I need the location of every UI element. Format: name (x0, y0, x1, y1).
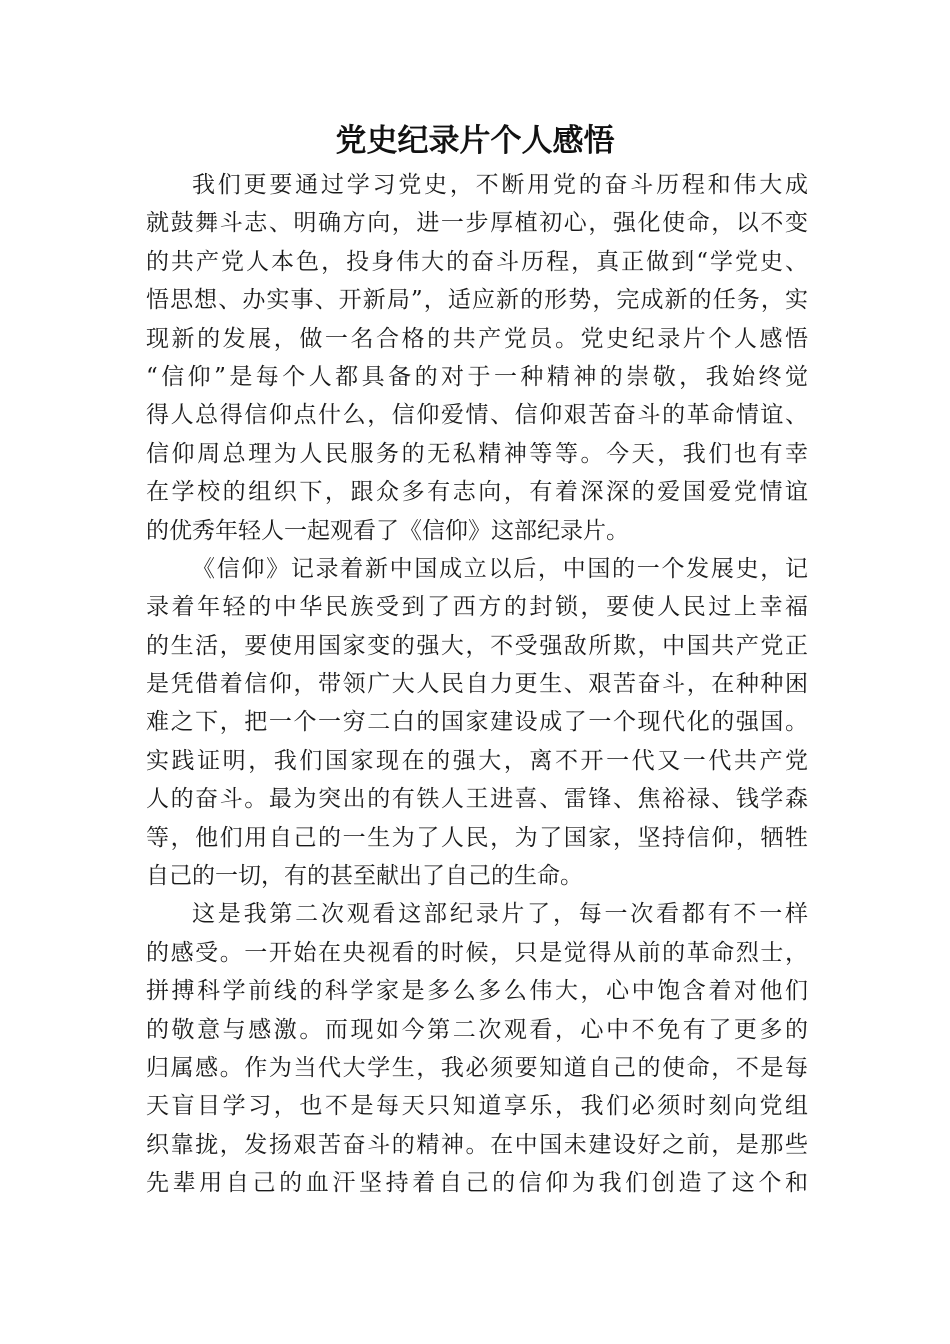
body-line: 实践证明，我们国家现在的强大，离不开一代又一代共产党 (146, 747, 808, 774)
body-line: 在学校的组织下，跟众多有志向，有着深深的爱国爱党情谊 (146, 479, 808, 506)
body-line: 的优秀年轻人一起观看了《信仰》这部纪录片。 (146, 517, 629, 544)
document-title: 党史纪录片个人感悟 (335, 123, 615, 159)
body-line: 录着年轻的中华民族受到了西方的封锁，要使人民过上幸福 (146, 594, 808, 621)
body-line: 这是我第二次观看这部纪录片了，每一次看都有不一样 (192, 901, 808, 928)
body-line: 的敬意与感激。而现如今第二次观看，心中不免有了更多的 (146, 1016, 808, 1043)
body-line: 是凭借着信仰，带领广大人民自力更生、艰苦奋斗，在种种困 (146, 671, 808, 698)
body-line: 现新的发展，做一名合格的共产党员。党史纪录片个人感悟 (146, 325, 808, 352)
body-line: 悟思想、办实事、开新局”，适应新的形势，完成新的任务，实 (146, 287, 808, 314)
body-line: 天盲目学习，也不是每天只知道享乐，我们必须时刻向党组 (146, 1093, 808, 1120)
body-line: 我们更要通过学习党史，不断用党的奋斗历程和伟大成 (192, 172, 808, 198)
body-line: 难之下，把一个一穷二白的国家建设成了一个现代化的强国。 (146, 709, 808, 736)
body-line: 织靠拢，发扬艰苦奋斗的精神。在中国未建设好之前，是那些 (146, 1131, 808, 1158)
body-line: 归属感。作为当代大学生，我必须要知道自己的使命，不是每 (146, 1054, 808, 1081)
body-line: 拼搏科学前线的科学家是多么多么伟大，心中饱含着对他们 (146, 978, 808, 1005)
body-line: 得人总得信仰点什么，信仰爱情、信仰艰苦奋斗的革命情谊、 (146, 402, 808, 429)
body-line: 人的奋斗。最为突出的有铁人王进喜、雷锋、焦裕禄、钱学森 (146, 786, 808, 813)
body-line: 先辈用自己的血汗坚持着自己的信仰为我们创造了这个和 (146, 1170, 808, 1197)
body-line: 《信仰》记录着新中国成立以后，中国的一个发展史，记 (192, 555, 808, 582)
body-line: 信仰周总理为人民服务的无私精神等等。今天，我们也有幸 (146, 440, 808, 467)
body-line: “信仰”是每个人都具备的对于一种精神的崇敬，我始终觉 (146, 363, 808, 390)
body-line: 的共产党人本色，投身伟大的奋斗历程，真正做到“学党史、 (146, 248, 808, 275)
document-body (146, 166, 808, 1203)
body-line: 就鼓舞斗志、明确方向，进一步厚植初心，强化使命，以不变 (146, 210, 808, 237)
body-line: 的感受。一开始在央视看的时候，只是觉得从前的革命烈士， (146, 939, 808, 966)
body-line: 自己的一切，有的甚至献出了自己的生命。 (146, 863, 583, 890)
body-line: 等，他们用自己的一生为了人民，为了国家，坚持信仰，牺牲 (146, 824, 808, 851)
body-line: 的生活，要使用国家变的强大，不受强敌所欺，中国共产党正 (146, 632, 808, 659)
